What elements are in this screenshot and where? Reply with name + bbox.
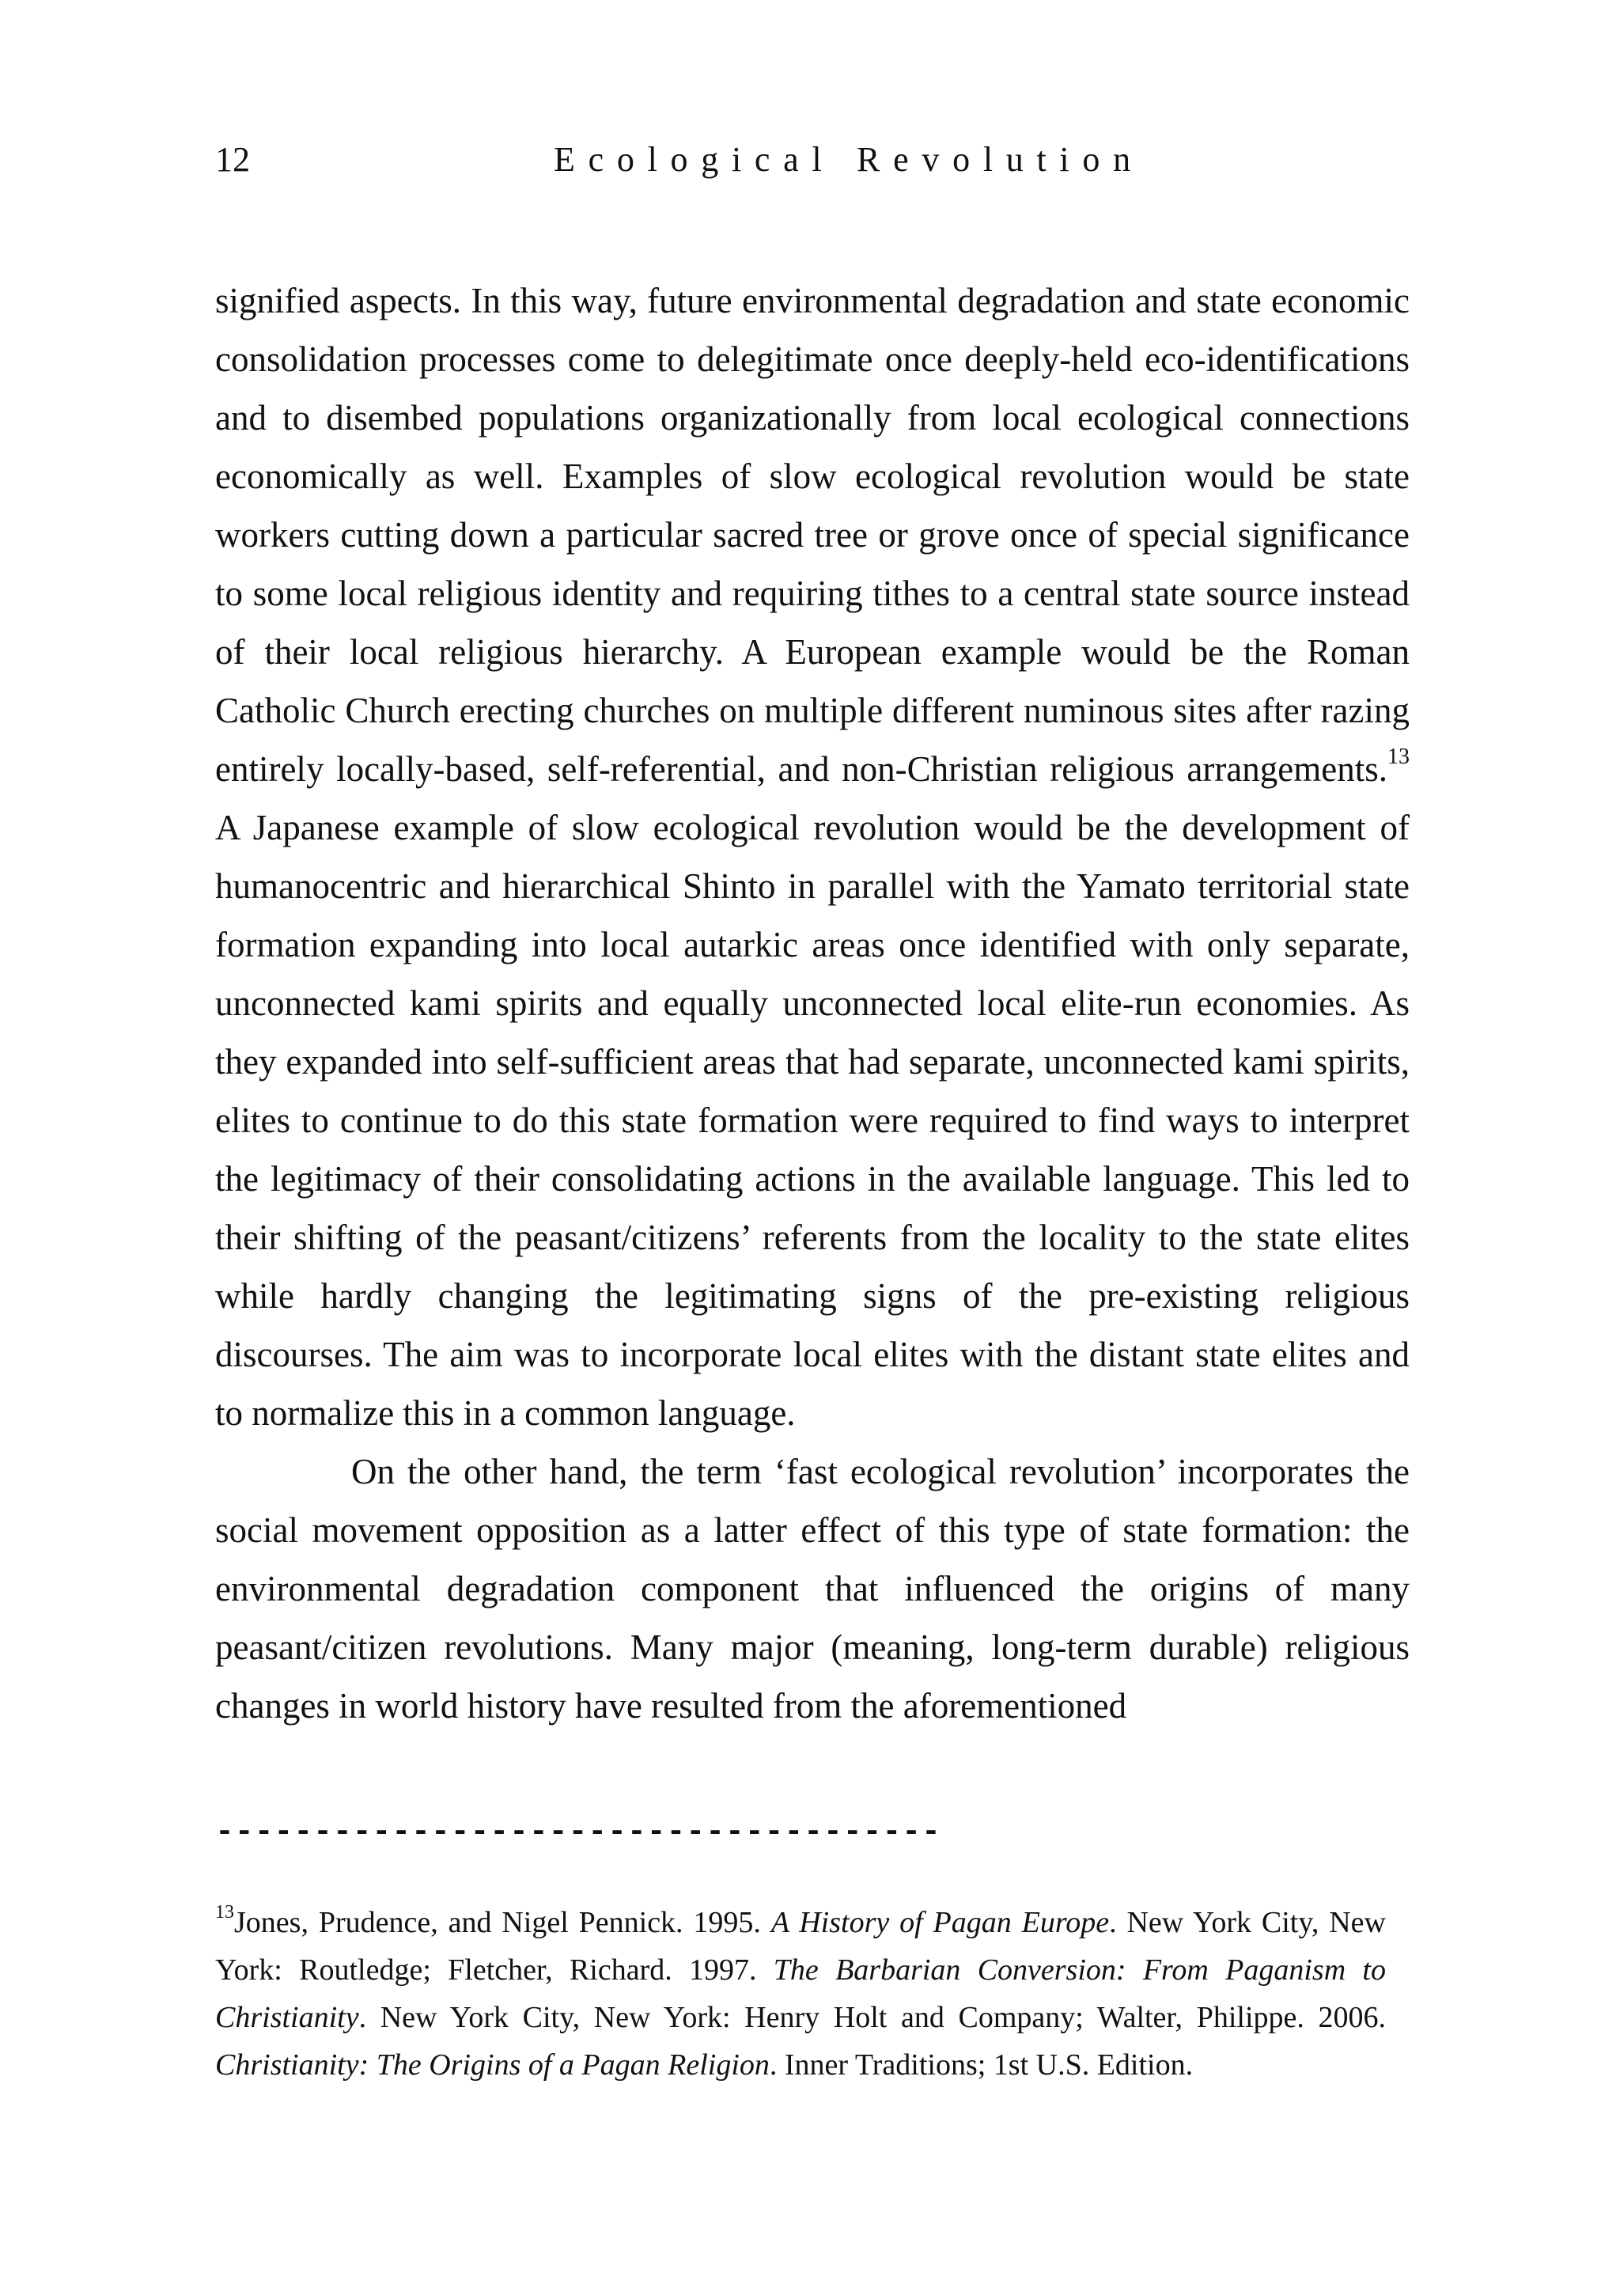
footnote-separator: ------------------------------------- xyxy=(215,1815,941,1851)
paragraph-1 xyxy=(215,271,1410,1442)
footnote-title-1: A History of Pagan Europe xyxy=(770,1906,1110,1939)
footnote-text-4: . Inner Traditions; 1st U.S. Edition. xyxy=(769,2048,1194,2082)
running-title: Ecological Revolution xyxy=(554,140,1144,179)
footnote-title-3: Christianity: The Origins of a Pagan Religion xyxy=(215,2048,770,2082)
paragraph-1-text-a: signified aspects. In this way, future environmental degradation and state economic consolidation processes come to delegitimate once deeply-held eco-identifications and to disembed populations organizationally from local ecological connections economically as well. Examples of slow ecological revolution would be state workers cutting down a particular sacred tree or grove once of special significance to some local religious identity and requiring tithes to a central state source instead of their local religious hierarchy. A European example would be the Roman Catholic Church erecting churches on multiple different numinous sites after razing entirely locally-based, self-referential, and non-Christian religious arrangements. xyxy=(215,281,1410,789)
footnote-title-2: The Barbarian Conversion: From Paganism to Christianity xyxy=(215,1953,1386,2034)
paragraph-2: On the other hand, the term ‘fast ecological revolution’ incorporates the social movement opposition as a latter effect of this type of state formation: the environmental degradation component that influenced the origins of many peasant/citizen revolutions. Many major (meaning, long-term durable) religious changes in world history have resulted from the aforementioned xyxy=(215,1452,1410,1726)
footnote-13 xyxy=(215,1899,1386,2089)
footnote-text-3: . New York City, New York: Henry Holt and Company; Walter, Philippe. 2006. xyxy=(358,2001,1386,2034)
body-text xyxy=(215,271,1410,1735)
footnote-reference-13[interactable]: 13 xyxy=(1387,744,1410,769)
paragraph-1-text-b: A Japanese example of slow ecological revolution would be the development of humanocentric and hierarchical Shinto in parallel with the Yamato territorial state formation expanding into local autarkic areas once identified with only separate, unconnected kami spirits and equally unconnected local elite-run economies. As they expanded into self-sufficient areas that had separate, unconnected kami spirits, elites to continue to do this state formation were required to find ways to interpret the legitimacy of their consolidating actions in the available language. This led to their shifting of the peasant/citizens’ referents from the locality to the state elites while hardly changing the legitimating signs of the pre-existing religious discourses. The aim was to incorporate local elites with the distant state elites and to normalize this in a common language. xyxy=(215,808,1410,1433)
footnote-text-2: . New York City, New York: Routledge; Fletcher, Richard. 1997. xyxy=(215,1906,1386,1987)
page-number: 12 xyxy=(215,140,250,179)
footnote-text-1: Jones, Prudence, and Nigel Pennick. 1995. xyxy=(234,1906,771,1939)
footnote-number: 13 xyxy=(215,1902,234,1923)
